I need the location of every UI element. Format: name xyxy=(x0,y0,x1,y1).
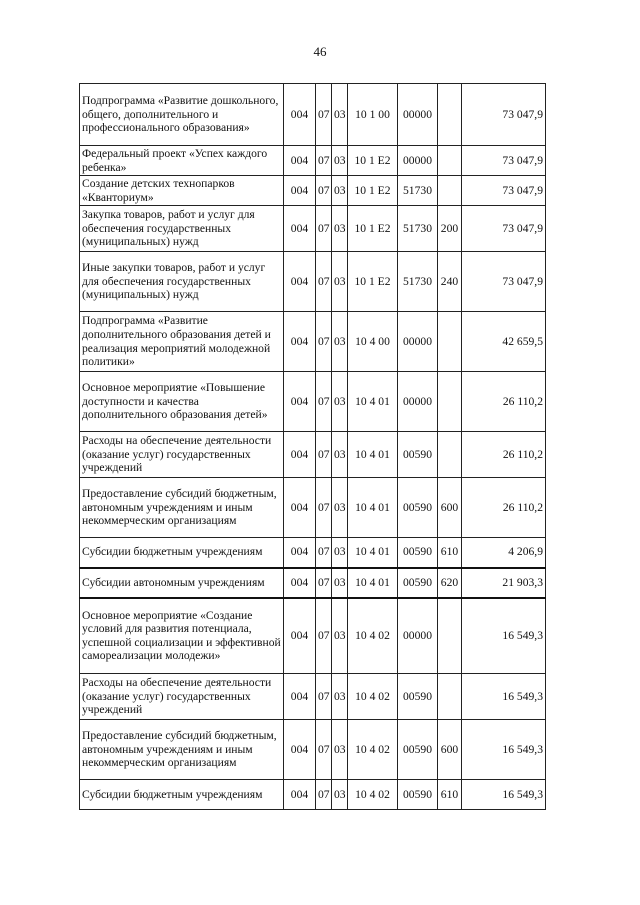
direction-code: 51730 xyxy=(398,206,438,252)
program-code: 10 4 01 xyxy=(348,538,398,568)
program-code: 10 4 01 xyxy=(348,478,398,538)
row-name: Закупка товаров, работ и услуг для обеспечения государственных (муниципальных) нужд xyxy=(80,206,284,252)
amount: 21 903,3 xyxy=(462,568,546,598)
subsection-code: 03 xyxy=(332,674,348,720)
expense-type-code xyxy=(438,372,462,432)
grbs-code: 004 xyxy=(284,674,316,720)
direction-code: 00590 xyxy=(398,674,438,720)
expense-type-code: 620 xyxy=(438,568,462,598)
subsection-code: 03 xyxy=(332,598,348,674)
expense-type-code: 200 xyxy=(438,206,462,252)
subsection-code: 03 xyxy=(332,478,348,538)
amount: 73 047,9 xyxy=(462,146,546,176)
grbs-code: 004 xyxy=(284,84,316,146)
budget-table xyxy=(79,83,546,810)
section-code: 07 xyxy=(316,568,332,598)
table-row xyxy=(80,372,546,432)
program-code: 10 1 E2 xyxy=(348,252,398,312)
subsection-code: 03 xyxy=(332,312,348,372)
subsection-code: 03 xyxy=(332,146,348,176)
program-code: 10 4 01 xyxy=(348,432,398,478)
subsection-code: 03 xyxy=(332,176,348,206)
direction-code: 00590 xyxy=(398,720,438,780)
table-row xyxy=(80,598,546,674)
program-code: 10 1 00 xyxy=(348,84,398,146)
amount: 73 047,9 xyxy=(462,252,546,312)
direction-code: 00000 xyxy=(398,372,438,432)
table-row xyxy=(80,312,546,372)
section-code: 07 xyxy=(316,312,332,372)
amount: 16 549,3 xyxy=(462,720,546,780)
section-code: 07 xyxy=(316,674,332,720)
grbs-code: 004 xyxy=(284,720,316,780)
section-code: 07 xyxy=(316,598,332,674)
row-name: Субсидии автономным учреждениям xyxy=(80,568,284,598)
grbs-code: 004 xyxy=(284,146,316,176)
grbs-code: 004 xyxy=(284,478,316,538)
amount: 16 549,3 xyxy=(462,674,546,720)
subsection-code: 03 xyxy=(332,720,348,780)
table-row xyxy=(80,568,546,598)
subsection-code: 03 xyxy=(332,432,348,478)
row-name: Создание детских технопарков «Кванториум» xyxy=(80,176,284,206)
expense-type-code xyxy=(438,146,462,176)
direction-code: 51730 xyxy=(398,252,438,312)
row-name: Расходы на обеспечение деятельности (оказание услуг) государственных учреждений xyxy=(80,432,284,478)
direction-code: 00000 xyxy=(398,146,438,176)
expense-type-code xyxy=(438,176,462,206)
row-name: Основное мероприятие «Создание условий для развития потенциала, успешной социализации и эффективной самореализации молодежи» xyxy=(80,598,284,674)
table-row xyxy=(80,252,546,312)
expense-type-code: 600 xyxy=(438,478,462,538)
expense-type-code xyxy=(438,84,462,146)
program-code: 10 4 02 xyxy=(348,720,398,780)
page-number: 46 xyxy=(313,44,327,59)
program-code: 10 1 E2 xyxy=(348,176,398,206)
row-name: Основное мероприятие «Повышение доступности и качества дополнительного образования детей» xyxy=(80,372,284,432)
row-name: Предоставление субсидий бюджетным, автономным учреждениям и иным некоммерческим организациям xyxy=(80,720,284,780)
row-name: Субсидии бюджетным учреждениям xyxy=(80,538,284,568)
grbs-code: 004 xyxy=(284,176,316,206)
row-name: Подпрограмма «Развитие дополнительного образования детей и реализация мероприятий молодежной политики» xyxy=(80,312,284,372)
direction-code: 00590 xyxy=(398,780,438,810)
amount: 4 206,9 xyxy=(462,538,546,568)
amount: 26 110,2 xyxy=(462,372,546,432)
amount: 73 047,9 xyxy=(462,176,546,206)
direction-code: 00590 xyxy=(398,538,438,568)
direction-code: 00590 xyxy=(398,432,438,478)
program-code: 10 4 02 xyxy=(348,674,398,720)
expense-type-code: 600 xyxy=(438,720,462,780)
direction-code: 00590 xyxy=(398,478,438,538)
expense-type-code xyxy=(438,432,462,478)
section-code: 07 xyxy=(316,84,332,146)
section-code: 07 xyxy=(316,538,332,568)
expense-type-code xyxy=(438,674,462,720)
section-code: 07 xyxy=(316,176,332,206)
section-code: 07 xyxy=(316,432,332,478)
amount: 26 110,2 xyxy=(462,432,546,478)
amount: 26 110,2 xyxy=(462,478,546,538)
subsection-code: 03 xyxy=(332,206,348,252)
row-name: Федеральный проект «Успех каждого ребенка» xyxy=(80,146,284,176)
section-code: 07 xyxy=(316,252,332,312)
grbs-code: 004 xyxy=(284,312,316,372)
grbs-code: 004 xyxy=(284,538,316,568)
program-code: 10 4 02 xyxy=(348,780,398,810)
direction-code: 00000 xyxy=(398,598,438,674)
subsection-code: 03 xyxy=(332,252,348,312)
expense-type-code: 610 xyxy=(438,538,462,568)
row-name: Предоставление субсидий бюджетным, автономным учреждениям и иным некоммерческим организациям xyxy=(80,478,284,538)
section-code: 07 xyxy=(316,780,332,810)
table-row xyxy=(80,206,546,252)
subsection-code: 03 xyxy=(332,84,348,146)
grbs-code: 004 xyxy=(284,432,316,478)
program-code: 10 4 01 xyxy=(348,372,398,432)
table-row xyxy=(80,432,546,478)
program-code: 10 4 00 xyxy=(348,312,398,372)
amount: 73 047,9 xyxy=(462,84,546,146)
subsection-code: 03 xyxy=(332,538,348,568)
direction-code: 00590 xyxy=(398,568,438,598)
section-code: 07 xyxy=(316,372,332,432)
amount: 73 047,9 xyxy=(462,206,546,252)
table-row xyxy=(80,146,546,176)
amount: 42 659,5 xyxy=(462,312,546,372)
grbs-code: 004 xyxy=(284,598,316,674)
grbs-code: 004 xyxy=(284,372,316,432)
subsection-code: 03 xyxy=(332,372,348,432)
amount: 16 549,3 xyxy=(462,598,546,674)
section-code: 07 xyxy=(316,146,332,176)
table-row xyxy=(80,674,546,720)
section-code: 07 xyxy=(316,478,332,538)
row-name: Подпрограмма «Развитие дошкольного, общего, дополнительного и профессионального образования» xyxy=(80,84,284,146)
section-code: 07 xyxy=(316,720,332,780)
program-code: 10 1 E2 xyxy=(348,146,398,176)
table-row xyxy=(80,176,546,206)
direction-code: 00000 xyxy=(398,312,438,372)
table-row xyxy=(80,720,546,780)
expense-type-code xyxy=(438,598,462,674)
section-code: 07 xyxy=(316,206,332,252)
table-row xyxy=(80,538,546,568)
direction-code: 00000 xyxy=(398,84,438,146)
direction-code: 51730 xyxy=(398,176,438,206)
grbs-code: 004 xyxy=(284,252,316,312)
grbs-code: 004 xyxy=(284,568,316,598)
expense-type-code: 610 xyxy=(438,780,462,810)
subsection-code: 03 xyxy=(332,568,348,598)
expense-type-code xyxy=(438,312,462,372)
row-name: Расходы на обеспечение деятельности (оказание услуг) государственных учреждений xyxy=(80,674,284,720)
program-code: 10 1 E2 xyxy=(348,206,398,252)
table-row xyxy=(80,780,546,810)
table-row xyxy=(80,478,546,538)
program-code: 10 4 02 xyxy=(348,598,398,674)
grbs-code: 004 xyxy=(284,206,316,252)
table-row xyxy=(80,84,546,146)
amount: 16 549,3 xyxy=(462,780,546,810)
program-code: 10 4 01 xyxy=(348,568,398,598)
subsection-code: 03 xyxy=(332,780,348,810)
row-name: Иные закупки товаров, работ и услуг для обеспечения государственных (муниципальных) нужд xyxy=(80,252,284,312)
grbs-code: 004 xyxy=(284,780,316,810)
row-name: Субсидии бюджетным учреждениям xyxy=(80,780,284,810)
expense-type-code: 240 xyxy=(438,252,462,312)
